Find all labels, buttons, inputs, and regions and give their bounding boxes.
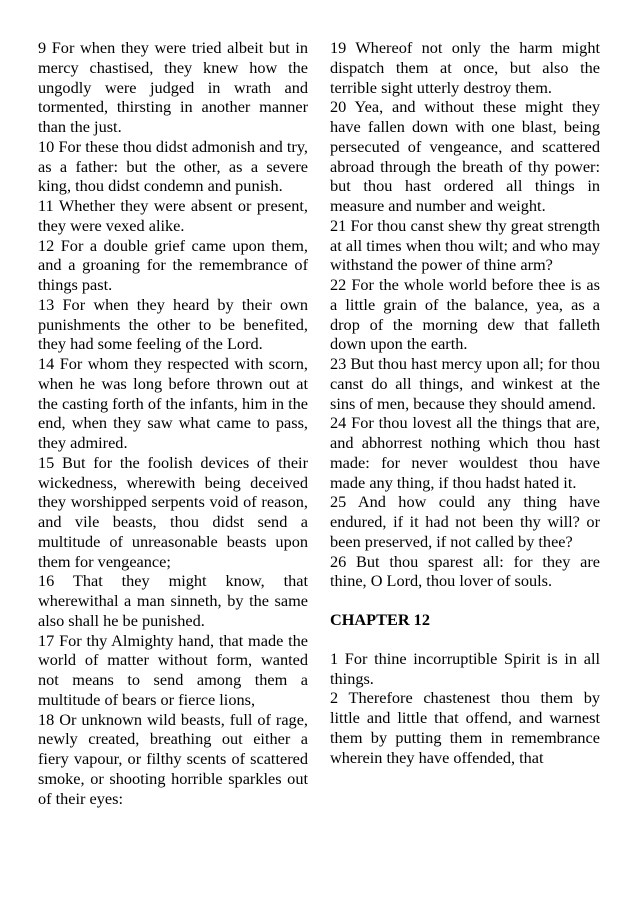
- verse: 23 But thou hast mercy upon all; for thou canst do all things, and winkest at the sins of men, because they should amend.: [330, 354, 600, 413]
- verse: 19 Whereof not only the harm might dispatch them at once, but also the terrible sight utterly destroy them.: [330, 38, 600, 97]
- verse: 10 For these thou didst admonish and try, as a father: but the other, as a severe king, thou didst condemn and punish.: [38, 136, 308, 196]
- verse: 16 That they might know, that wherewithal a man sinneth, by the same also shall he be punished.: [38, 571, 308, 630]
- verse: 12 For a double grief came upon them, and a groaning for the remembrance of things past.: [38, 235, 308, 294]
- verse: 2 Therefore chastenest thou them by little and little that offend, and warnest them by putting them in remembrance wherein they have offended, that: [330, 688, 600, 767]
- verse: 11 Whether they were absent or present, they were vexed alike.: [38, 196, 308, 235]
- verse: 20 Yea, and without these might they have fallen down with one blast, being persecuted of vengeance, and scattered abroad through the breath of thy power: but thou hast ordered all things in measure and number and weight.: [330, 97, 600, 215]
- verse: 9 For when they were tried albeit but in mercy chastised, they knew how the ungodly were judged in wrath and tormented, thirsting in another manner than the just.: [38, 38, 308, 136]
- verse: 24 For thou lovest all the things that are, and abhorrest nothing which thou hast made: for never wouldest thou have made any thing, if thou hadst hated it.: [330, 413, 600, 492]
- verse: 15 But for the foolish devices of their wickedness, wherewith being deceived they worshipped serpents void of reason, and vile beasts, thou didst send a multitude of unreasonable beasts upon them for vengeance;: [38, 452, 308, 571]
- left-column: [38, 38, 308, 808]
- right-column: [330, 38, 600, 767]
- verse: 22 For the whole world before thee is as a little grain of the balance, yea, as a drop of the morning dew that falleth down upon the earth.: [330, 275, 600, 354]
- verse: 21 For thou canst shew thy great strength at all times when thou wilt; and who may withstand the power of thine arm?: [330, 215, 600, 275]
- verse: 18 Or unknown wild beasts, full of rage, newly created, breathing out either a fiery vapour, or filthy scents of scattered smoke, or shooting horrible sparkles out of their eyes:: [38, 709, 308, 808]
- verse: 13 For when they heard by their own punishments the other to be benefited, they had some feeling of the Lord.: [38, 294, 308, 354]
- document-page: [38, 38, 601, 858]
- verse: 26 But thou sparest all: for they are thine, O Lord, thou lover of souls.: [330, 551, 600, 591]
- verse: 25 And how could any thing have endured, if it had not been thy will? or been preserved, if not called by thee?: [330, 492, 600, 551]
- verse: 1 For thine incorruptible Spirit is in all things.: [330, 648, 600, 688]
- verse: 17 For thy Almighty hand, that made the world of matter without form, wanted not means to send among them a multitude of bears or fierce lions,: [38, 630, 308, 709]
- verse: 14 For whom they respected with scorn, when he was long before thrown out at the casting forth of the infants, him in the end, when they saw what came to pass, they admired.: [38, 354, 308, 452]
- chapter-heading: CHAPTER 12: [330, 610, 430, 629]
